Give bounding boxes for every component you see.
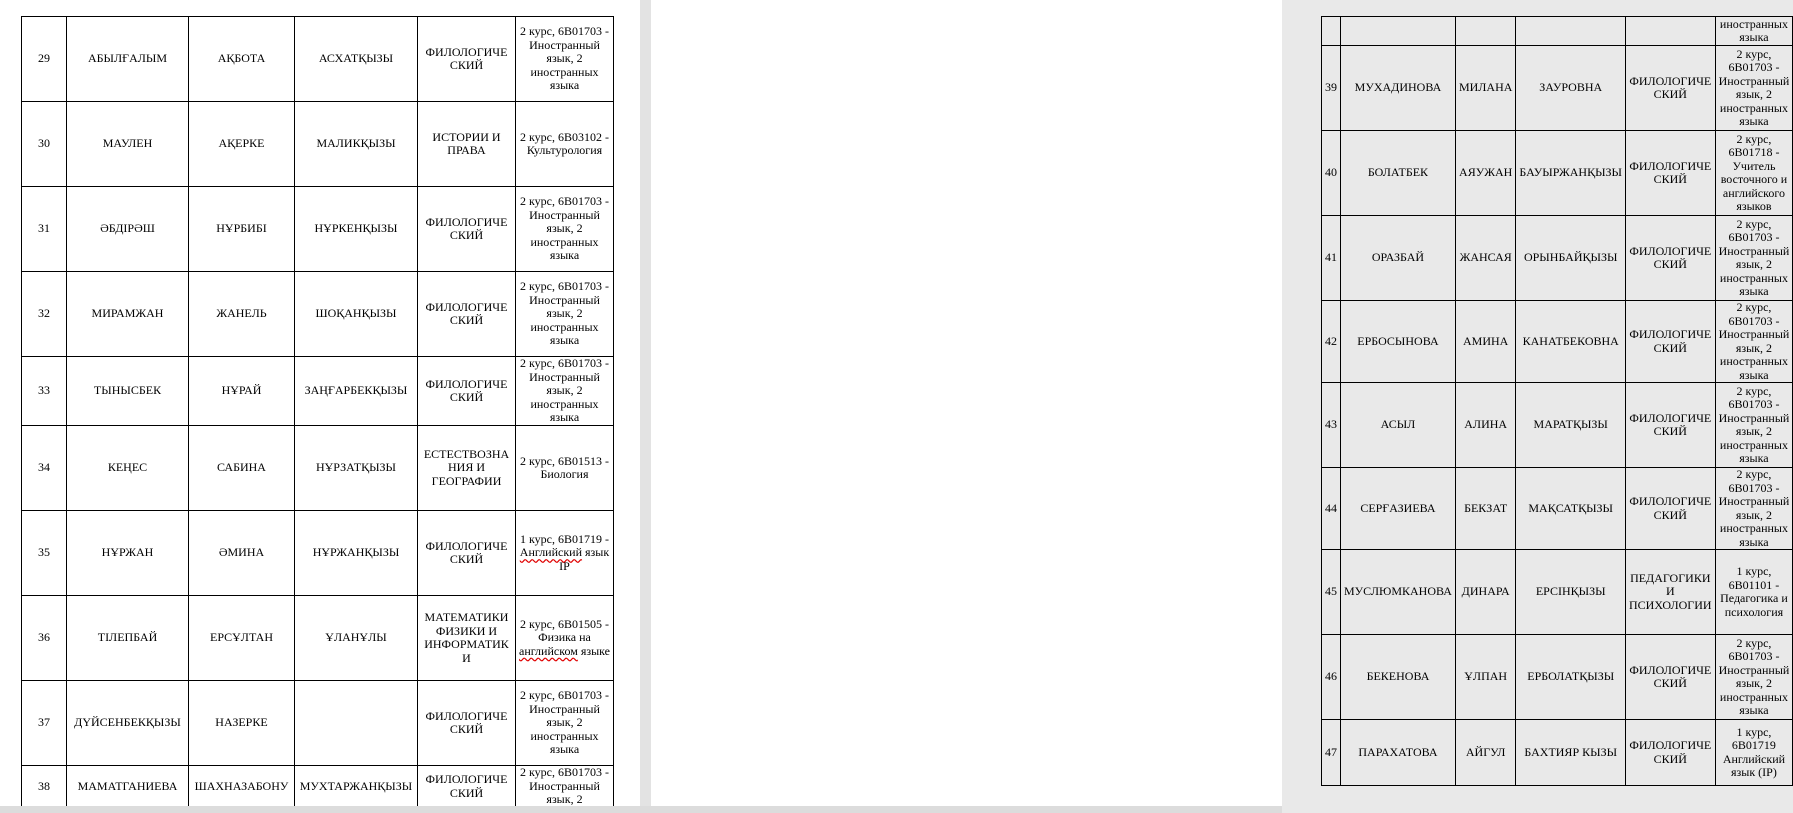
table-body-left	[22, 17, 614, 808]
cell-faculty: ФИЛОЛОГИЧЕ СКИЙ	[1626, 301, 1716, 383]
cell-name: МИЛАНА	[1455, 46, 1515, 131]
cell-program: 2 курс, 6В01703 - Иностранный язык, 2 иностранных языка	[516, 357, 614, 426]
cell-name: АЛИНА	[1455, 383, 1515, 468]
cell-program: 2 курс, 6В01703 - Иностранный язык, 2 иностранных языка	[516, 187, 614, 272]
cell-surname: КЕҢЕС	[67, 426, 189, 511]
cell-program: 2 курс, 6В03102 - Культурология	[516, 102, 614, 187]
cell-program: 2 курс, 6В01703 - Иностранный язык, 2 иностранных языка	[516, 272, 614, 357]
table-row	[22, 272, 614, 357]
cell-surname: ТЫНЫСБЕК	[67, 357, 189, 426]
cell-patronymic: ШОҚАНҚЫЗЫ	[295, 272, 418, 357]
document-page-left	[0, 0, 640, 813]
table-row	[1322, 635, 1793, 720]
table-row	[22, 187, 614, 272]
table-row	[22, 596, 614, 681]
cell-patronymic: НҰРЖАНҚЫЗЫ	[295, 511, 418, 596]
cell-patronymic: НҰРКЕНҚЫЗЫ	[295, 187, 418, 272]
page-gutter	[640, 0, 651, 813]
cell-number: 31	[22, 187, 67, 272]
cell-patronymic: ЗАҢҒАРБЕКҚЫЗЫ	[295, 357, 418, 426]
cell-faculty: ФИЛОЛОГИЧЕ СКИЙ	[418, 511, 516, 596]
table-row	[22, 681, 614, 766]
cell-patronymic	[1516, 17, 1626, 46]
cell-program: 2 курс, 6В01703 - Иностранный язык, 2 иностранных языка	[516, 681, 614, 766]
cell-faculty: ФИЛОЛОГИЧЕ СКИЙ	[1626, 216, 1716, 301]
cell-faculty: ФИЛОЛОГИЧЕ СКИЙ	[1626, 46, 1716, 131]
cell-number: 33	[22, 357, 67, 426]
cell-faculty: ФИЛОЛОГИЧЕ СКИЙ	[418, 681, 516, 766]
cell-name: АҚБОТА	[189, 17, 295, 102]
cell-surname: МИРАМЖАН	[67, 272, 189, 357]
cell-number: 39	[1322, 46, 1341, 131]
cell-patronymic: МАЛИКҚЫЗЫ	[295, 102, 418, 187]
cell-patronymic: ЕРБОЛАТҚЫЗЫ	[1516, 635, 1626, 720]
spellcheck-underline: английском	[519, 643, 578, 658]
cell-surname: НҰРЖАН	[67, 511, 189, 596]
cell-patronymic: ОРЫНБАЙҚЫЗЫ	[1516, 216, 1626, 301]
table-row	[1322, 46, 1793, 131]
cell-patronymic: ҰЛАНҰЛЫ	[295, 596, 418, 681]
cell-patronymic: МАРАТҚЫЗЫ	[1516, 383, 1626, 468]
cell-faculty: ФИЛОЛОГИЧЕ СКИЙ	[1626, 468, 1716, 550]
cell-program: 1 курс, 6В01719 - Английский язык IP	[516, 511, 614, 596]
cell-program: 2 курс, 6В01703 - Иностранный язык, 2 иностранных языка	[1715, 301, 1793, 383]
cell-name: АМИНА	[1455, 301, 1515, 383]
cell-name: ШАХНАЗАБОНУ	[189, 766, 295, 808]
cell-name: НҰРБИБІ	[189, 187, 295, 272]
student-table-left	[21, 16, 614, 808]
cell-surname: ДҮЙСЕНБЕКҚЫЗЫ	[67, 681, 189, 766]
cell-name: БЕКЗАТ	[1455, 468, 1515, 550]
table-row	[22, 426, 614, 511]
cell-surname: ОРАЗБАЙ	[1341, 216, 1456, 301]
table-row	[22, 511, 614, 596]
cell-program: 2 курс, 6В01703 - Иностранный язык, 2 иностранных языка	[1715, 216, 1793, 301]
cell-faculty: ИСТОРИИ И ПРАВА	[418, 102, 516, 187]
cell-surname	[1341, 17, 1456, 46]
cell-surname: МУСЛЮМКАНОВА	[1341, 550, 1456, 635]
cell-patronymic: МАҚСАТҚЫЗЫ	[1516, 468, 1626, 550]
cell-number: 36	[22, 596, 67, 681]
cell-program: 1 курс, 6В01101 - Педагогика и психология	[1715, 550, 1793, 635]
cell-faculty: ПЕДАГОГИКИ И ПСИХОЛОГИИ	[1626, 550, 1716, 635]
cell-program: 2 курс, 6В01703 - Иностранный язык, 2 иностранных языка	[516, 17, 614, 102]
cell-name: АЯУЖАН	[1455, 131, 1515, 216]
cell-number: 30	[22, 102, 67, 187]
cell-name: ЕРСҰЛТАН	[189, 596, 295, 681]
cell-surname: БОЛАТБЕК	[1341, 131, 1456, 216]
cell-faculty: ФИЛОЛОГИЧЕ СКИЙ	[418, 17, 516, 102]
cell-patronymic: БАХТИЯР КЫЗЫ	[1516, 720, 1626, 786]
cell-name: ДИНАРА	[1455, 550, 1515, 635]
cell-name: САБИНА	[189, 426, 295, 511]
cell-name: АЙГУЛ	[1455, 720, 1515, 786]
cell-patronymic: ЕРСІНҚЫЗЫ	[1516, 550, 1626, 635]
cell-number: 44	[1322, 468, 1341, 550]
cell-surname: СЕРҒАЗИЕВА	[1341, 468, 1456, 550]
page-bottom-edge	[0, 806, 1282, 813]
cell-surname: АСЫЛ	[1341, 383, 1456, 468]
cell-surname: ПАРАХАТОВА	[1341, 720, 1456, 786]
cell-program: 2 курс, 6В01703 - Иностранный язык, 2 иностранных языка	[1715, 46, 1793, 131]
spellcheck-underline: Английский	[519, 545, 583, 560]
cell-patronymic: КАНАТБЕКОВНА	[1516, 301, 1626, 383]
cell-program: 2 курс, 6В01703 - Иностранный язык, 2 иностранных языка	[1715, 383, 1793, 468]
cell-name: ЖАНЕЛЬ	[189, 272, 295, 357]
cell-patronymic: НҰРЗАТҚЫЗЫ	[295, 426, 418, 511]
table-row	[22, 766, 614, 808]
cell-faculty	[1626, 17, 1716, 46]
table-body-right	[1322, 17, 1793, 786]
table-row	[1322, 301, 1793, 383]
cell-number: 41	[1322, 216, 1341, 301]
cell-faculty: ФИЛОЛОГИЧЕ СКИЙ	[1626, 383, 1716, 468]
cell-number	[1322, 17, 1341, 46]
cell-program: 2 курс, 6В01703 - Иностранный язык, 2 иностранных языка	[1715, 635, 1793, 720]
cell-number: 45	[1322, 550, 1341, 635]
table-row	[1322, 131, 1793, 216]
cell-name: НАЗЕРКЕ	[189, 681, 295, 766]
table-row	[22, 102, 614, 187]
cell-faculty: ФИЛОЛОГИЧЕ СКИЙ	[418, 272, 516, 357]
cell-program: 2 курс, 6В01505 - Физика на английском языке	[516, 596, 614, 681]
cell-faculty: ФИЛОЛОГИЧЕ СКИЙ	[418, 766, 516, 808]
cell-program: 1 курс, 6В01719 Английский язык (IP)	[1715, 720, 1793, 786]
cell-number: 43	[1322, 383, 1341, 468]
table-row	[1322, 17, 1793, 46]
table-row	[1322, 216, 1793, 301]
cell-name	[1455, 17, 1515, 46]
table-row	[1322, 550, 1793, 635]
cell-number: 38	[22, 766, 67, 808]
table-row	[22, 357, 614, 426]
cell-number: 37	[22, 681, 67, 766]
cell-number: 47	[1322, 720, 1341, 786]
cell-name: АҚЕРКЕ	[189, 102, 295, 187]
cell-number: 40	[1322, 131, 1341, 216]
cell-program: 2 курс, 6В01513 - Биология	[516, 426, 614, 511]
cell-program: иностранных языка	[1715, 17, 1793, 46]
cell-number: 32	[22, 272, 67, 357]
cell-number: 46	[1322, 635, 1341, 720]
cell-faculty: ФИЛОЛОГИЧЕ СКИЙ	[1626, 720, 1716, 786]
cell-name: ӘМИНА	[189, 511, 295, 596]
cell-surname: ЕРБОСЫНОВА	[1341, 301, 1456, 383]
table-row	[1322, 720, 1793, 786]
cell-patronymic: МУХТАРЖАНҚЫЗЫ	[295, 766, 418, 808]
table-row	[1322, 468, 1793, 550]
cell-program: 2 курс, 6В01703 - Иностранный язык, 2	[516, 766, 614, 808]
cell-number: 35	[22, 511, 67, 596]
cell-name: ҰЛПАН	[1455, 635, 1515, 720]
cell-faculty: ЕСТЕСТВОЗНА НИЯ И ГЕОГРАФИИ	[418, 426, 516, 511]
cell-program: 2 курс, 6В01718 - Учитель восточного и английского языков	[1715, 131, 1793, 216]
cell-surname: МАУЛЕН	[67, 102, 189, 187]
student-table-right	[1321, 16, 1793, 786]
cell-name: НҰРАЙ	[189, 357, 295, 426]
cell-faculty: ФИЛОЛОГИЧЕ СКИЙ	[418, 357, 516, 426]
document-page-right	[651, 0, 1790, 813]
cell-name: ЖАНСАЯ	[1455, 216, 1515, 301]
cell-faculty: МАТЕМАТИКИ ФИЗИКИ И ИНФОРМАТИК И	[418, 596, 516, 681]
cell-patronymic	[295, 681, 418, 766]
cell-surname: БЕКЕНОВА	[1341, 635, 1456, 720]
cell-faculty: ФИЛОЛОГИЧЕ СКИЙ	[418, 187, 516, 272]
cell-number: 34	[22, 426, 67, 511]
cell-surname: МАМАТГАНИЕВА	[67, 766, 189, 808]
cell-surname: ТІЛЕПБАЙ	[67, 596, 189, 681]
cell-program: 2 курс, 6В01703 - Иностранный язык, 2 иностранных языка	[1715, 468, 1793, 550]
cell-surname: АБЫЛҒАЛЫМ	[67, 17, 189, 102]
table-row	[22, 17, 614, 102]
cell-number: 42	[1322, 301, 1341, 383]
cell-faculty: ФИЛОЛОГИЧЕ СКИЙ	[1626, 635, 1716, 720]
cell-faculty: ФИЛОЛОГИЧЕ СКИЙ	[1626, 131, 1716, 216]
cell-patronymic: АСХАТҚЫЗЫ	[295, 17, 418, 102]
cell-surname: МУХАДИНОВА	[1341, 46, 1456, 131]
table-row	[1322, 383, 1793, 468]
cell-number: 29	[22, 17, 67, 102]
cell-patronymic: БАУЫРЖАНҚЫЗЫ	[1516, 131, 1626, 216]
cell-patronymic: ЗАУРОВНА	[1516, 46, 1626, 131]
cell-surname: ӘБДІРӘШ	[67, 187, 189, 272]
